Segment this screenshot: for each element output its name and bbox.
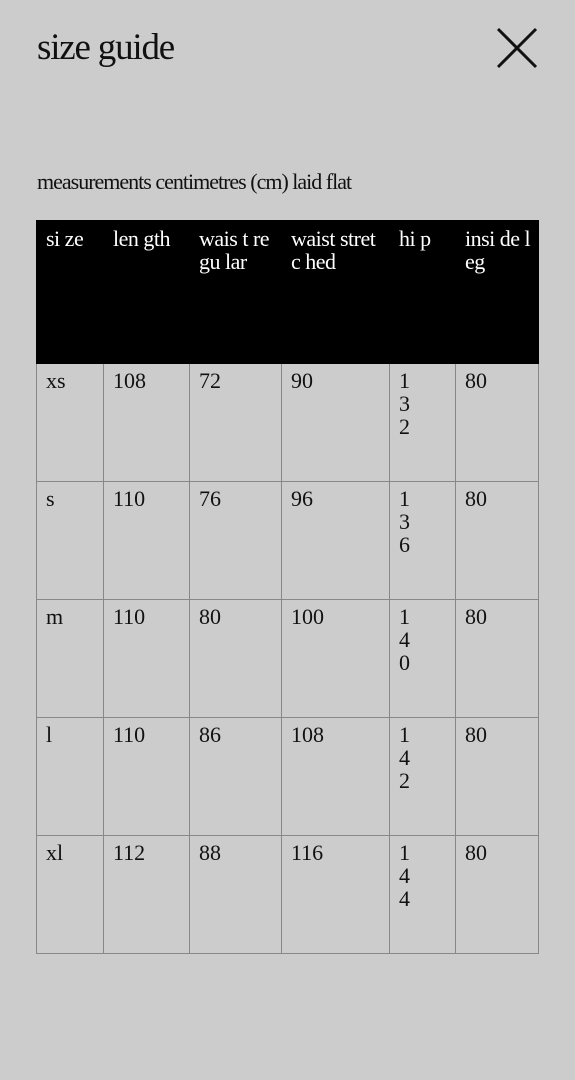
cell-size: xs — [37, 364, 104, 482]
cell-hip — [390, 364, 456, 482]
column-header-inside-leg — [456, 221, 539, 364]
cell-hip-value: 140 — [399, 604, 410, 675]
cell-hip — [390, 836, 456, 954]
cell-waist-stretched: 108 — [282, 718, 390, 836]
table-row — [37, 836, 539, 954]
cell-waist-stretched: 96 — [282, 482, 390, 600]
cell-inside-leg: 80 — [456, 718, 539, 836]
cell-length: 110 — [104, 718, 190, 836]
column-header-label: len gth — [113, 226, 170, 251]
table-row — [37, 718, 539, 836]
cell-inside-leg: 80 — [456, 482, 539, 600]
column-header-waist-regular — [190, 221, 282, 364]
cell-length: 112 — [104, 836, 190, 954]
column-header-label: si ze — [46, 226, 84, 251]
cell-hip-value: 144 — [399, 840, 410, 911]
measurement-note: measurements centimetres (cm) laid flat — [37, 169, 352, 194]
cell-inside-leg: 80 — [456, 600, 539, 718]
cell-size: s — [37, 482, 104, 600]
close-button[interactable] — [494, 25, 540, 71]
cell-waist-stretched: 116 — [282, 836, 390, 954]
cell-hip-value: 136 — [399, 486, 410, 557]
column-header-label: hi p — [399, 226, 431, 251]
cell-waist-regular: 86 — [190, 718, 282, 836]
cell-hip-value: 132 — [399, 368, 410, 439]
column-header-label: wais t regu lar — [199, 226, 270, 274]
cell-waist-regular: 72 — [190, 364, 282, 482]
cell-waist-stretched: 100 — [282, 600, 390, 718]
table-header-row — [37, 221, 539, 364]
cell-hip — [390, 482, 456, 600]
size-table — [36, 220, 539, 954]
close-icon[interactable] — [494, 25, 540, 71]
column-header-hip — [390, 221, 456, 364]
table-row — [37, 364, 539, 482]
column-header-size — [37, 221, 104, 364]
cell-waist-regular: 88 — [190, 836, 282, 954]
cell-length: 110 — [104, 482, 190, 600]
cell-hip-value: 142 — [399, 722, 410, 793]
column-header-length — [104, 221, 190, 364]
cell-size: xl — [37, 836, 104, 954]
cell-size: l — [37, 718, 104, 836]
cell-inside-leg: 80 — [456, 364, 539, 482]
column-header-label: insi de leg — [465, 226, 531, 274]
page-title: size guide — [37, 27, 174, 68]
cell-length: 110 — [104, 600, 190, 718]
cell-length: 108 — [104, 364, 190, 482]
column-header-label: waist stretc hed — [291, 226, 376, 274]
table-row — [37, 600, 539, 718]
cell-hip — [390, 718, 456, 836]
cell-waist-stretched: 90 — [282, 364, 390, 482]
cell-waist-regular: 80 — [190, 600, 282, 718]
column-header-waist-stretched — [282, 221, 390, 364]
cell-hip — [390, 600, 456, 718]
cell-waist-regular: 76 — [190, 482, 282, 600]
cell-inside-leg: 80 — [456, 836, 539, 954]
cell-size: m — [37, 600, 104, 718]
table-row — [37, 482, 539, 600]
